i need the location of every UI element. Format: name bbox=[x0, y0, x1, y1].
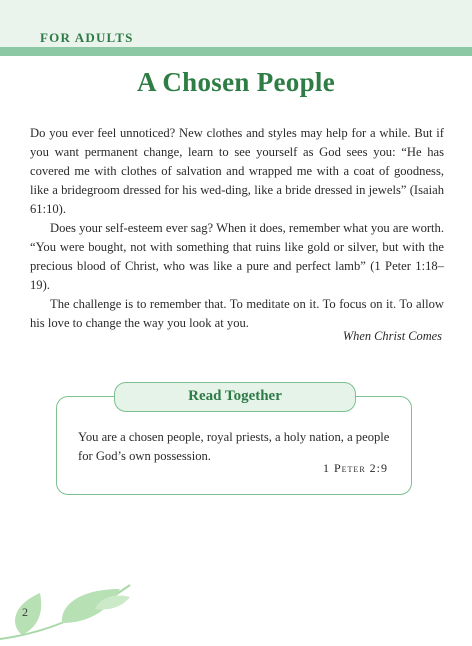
read-together-heading: Read Together bbox=[188, 388, 282, 404]
section-label: FOR ADULTS bbox=[40, 30, 134, 45]
leaves-decoration-icon bbox=[0, 575, 140, 646]
article-body bbox=[30, 124, 444, 333]
verse-text: You are a chosen people, royal priests, a holy nation, a people for God’s own possession. bbox=[78, 430, 390, 463]
page-number: 2 bbox=[22, 605, 28, 619]
page-title: A Chosen People bbox=[136, 67, 335, 97]
paragraph: The challenge is to remember that. To meditate on it. To focus on it. To allow his love to change the way you look at you. bbox=[30, 297, 444, 330]
verse-reference: 1 Peter 2:9 bbox=[322, 461, 388, 475]
header-band bbox=[0, 47, 472, 56]
paragraph: Do you ever feel unnoticed? New clothes and styles may help for a while. But if you want permanent change, learn to see yourself as God sees you: “He has covered me with clothes of salvation and wrapped me with a coat of goodness, like a bridegroom dressed for his wed-ding, like a bride dressed in jewels” (Isaiah 61:10). bbox=[30, 126, 444, 216]
paragraph: Does your self-esteem ever sag? When it does, remember what you are worth. “You were bought, not with something that ruins like gold or silver, but with the precious blood of Christ, who was like a pure and perfect lamb” (1 Peter 1:18–19). bbox=[30, 221, 444, 292]
source-attribution: When Christ Comes bbox=[342, 329, 442, 343]
read-together-tab bbox=[114, 382, 356, 412]
